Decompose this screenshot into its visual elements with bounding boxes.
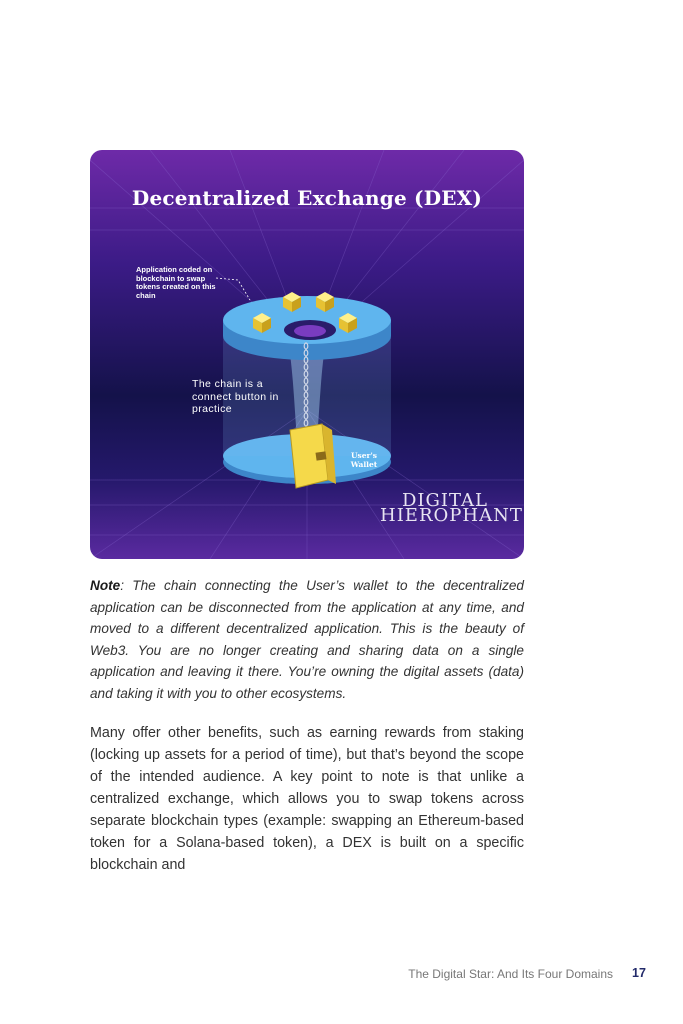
logo-hierophant: HIEROPHANT	[380, 505, 523, 526]
body-paragraph: Many offer other benefits, such as earning rewards from staking (locking up assets for a period of time), but that’s beyond the scope of the intended audience. A key point to note is that unlike a centralized exchange, which allows you to swap tokens across separate blockchain types (example: swapping an Ethereum-based token for a Solana-based token), a DEX is built on a specific blockchain and	[90, 725, 524, 873]
chain-annotation: The chain is a connect button in practice	[192, 378, 279, 415]
note-label: Note	[90, 578, 121, 593]
running-footer-title: The Digital Star: And Its Four Domains	[408, 967, 613, 981]
note-paragraph	[90, 575, 524, 704]
figure-title: Decentralized Exchange (DEX)	[131, 186, 483, 210]
wallet-label: User's Wallet	[350, 451, 378, 469]
note-text: : The chain connecting the User’s wallet to the decentralized application can be disconnected from the application at any time, and moved to a different decentralized application. This is the beauty of Web3. You are no longer creating and sharing data on a single application and leaving it there. You’re owning the digital assets (data) and taking it with you to other ecosystems.	[90, 578, 524, 701]
application-annotation: Application coded on blockchain to swap tokens created on this chain	[136, 265, 216, 300]
dex-illustration	[90, 150, 524, 559]
page-number: 17	[632, 966, 646, 980]
wallet-icon	[290, 424, 336, 488]
logo-digital: DIGITAL	[402, 490, 489, 511]
